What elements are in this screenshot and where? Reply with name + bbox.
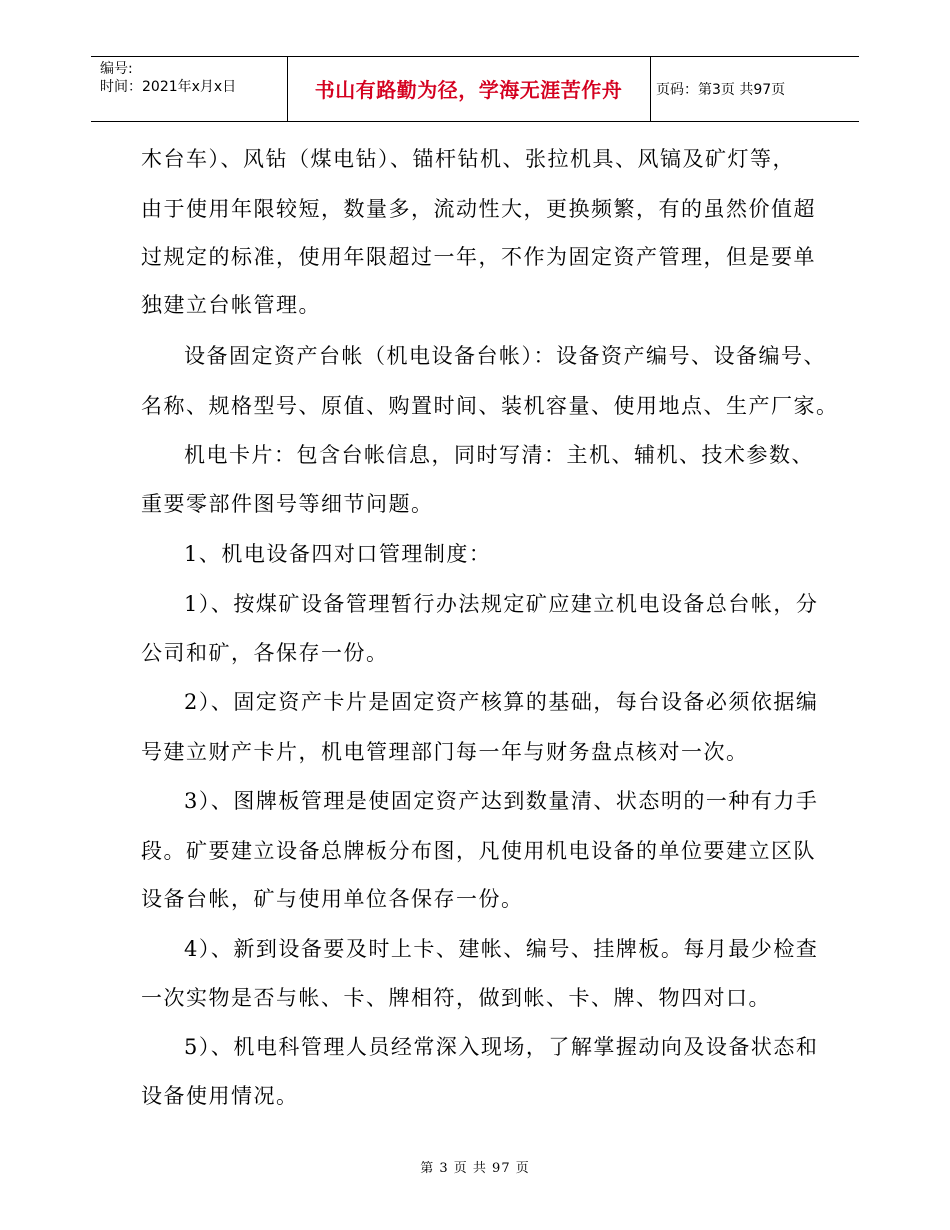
body-line: 段。矿要建立设备总牌板分布图，凡使用机电设备的单位要建立区队 bbox=[141, 839, 816, 863]
header-divider-right bbox=[650, 56, 651, 121]
body-line: 设备使用情况。 bbox=[141, 1084, 299, 1108]
body-line: 过规定的标准，使用年限超过一年，不作为固定资产管理，但是要单 bbox=[141, 245, 816, 269]
body-line: 重要零部件图号等细节问题。 bbox=[141, 492, 434, 516]
body-line: 1、机电设备四对口管理制度： bbox=[184, 542, 492, 566]
body-line: 独建立台帐管理。 bbox=[141, 293, 321, 317]
header-motto: 书山有路勤为径，学海无涯苦作舟 bbox=[314, 78, 623, 102]
page-footer: 第 3 页 共 97 页 bbox=[420, 1161, 530, 1176]
body-line: 3）、图牌板管理是使固定资产达到数量清、状态明的一种有力手 bbox=[184, 789, 819, 813]
header-number-label: 编号: bbox=[100, 61, 133, 77]
body-line: 一次实物是否与帐、卡、牌相符，做到帐、卡、牌、物四对口。 bbox=[141, 986, 771, 1010]
header-time-label: 时间：2021年x月x日 bbox=[100, 79, 237, 95]
body-line: 由于使用年限较短，数量多，流动性大，更换频繁，有的虽然价值超 bbox=[141, 197, 816, 221]
body-line: 设备固定资产台帐（机电设备台帐）：设备资产编号、设备编号、 bbox=[184, 344, 826, 368]
body-line: 1）、按煤矿设备管理暂行办法规定矿应建立机电设备总台帐，分 bbox=[184, 592, 819, 616]
body-line: 设备台帐，矿与使用单位各保存一份。 bbox=[141, 887, 524, 911]
body-line: 号建立财产卡片，机电管理部门每一年与财务盘点核对一次。 bbox=[141, 740, 749, 764]
body-line: 4）、新到设备要及时上卡、建帐、编号、挂牌板。每月最少检查 bbox=[184, 937, 819, 961]
body-line: 机电卡片：包含台帐信息，同时写清：主机、辅机、技术参数、 bbox=[184, 443, 814, 467]
body-line: 木台车）、风钻（煤电钻）、锚杆钻机、张拉机具、风镐及矿灯等， bbox=[141, 147, 795, 171]
body-line: 5）、机电科管理人员经常深入现场，了解掌握动向及设备状态和 bbox=[184, 1035, 819, 1059]
body-line: 名称、规格型号、原值、购置时间、装机容量、使用地点、生产厂家。 bbox=[141, 394, 839, 418]
body-line: 2）、固定资产卡片是固定资产核算的基础，每台设备必须依据编 bbox=[184, 690, 819, 714]
header-page-info: 页码：第3页 共97页 bbox=[656, 81, 786, 98]
header-meta bbox=[100, 60, 236, 96]
body-line: 公司和矿，各保存一份。 bbox=[141, 641, 389, 665]
header-bottom-rule bbox=[91, 121, 859, 122]
